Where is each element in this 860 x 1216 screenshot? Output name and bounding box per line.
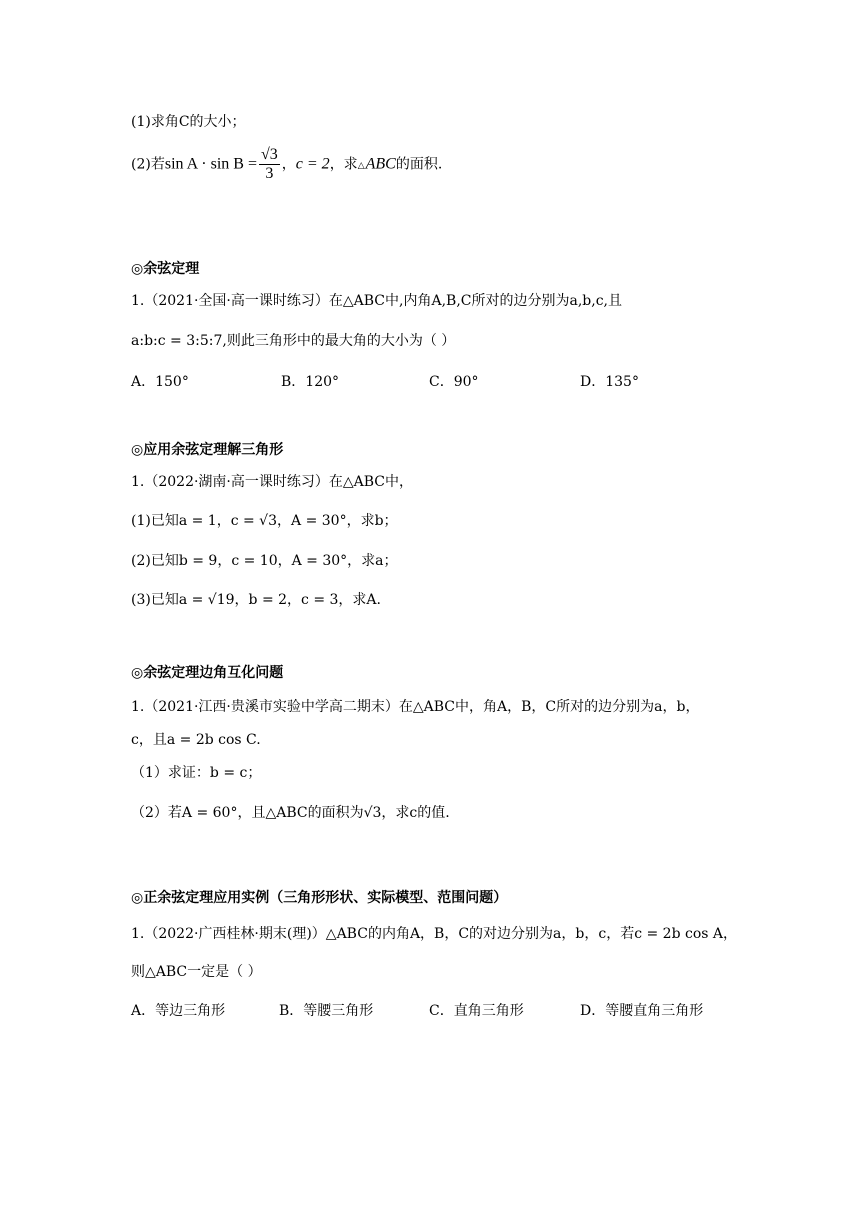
option-d: D．等腰直角三角形 (580, 1003, 704, 1019)
question-text: 1.（2022·广西桂林·期末(理)）△ABC的内角A，B，C的对边分别为a，b，c，若c = 2b cos A， (131, 926, 738, 942)
section-heading-applications: ◎正余弦定理应用实例（三角形形状、实际模型、范围问题） (131, 890, 508, 906)
section-heading-cosine-law: ◎余弦定理 (131, 261, 200, 277)
option-b: B．120° (281, 374, 340, 390)
question-text: 1.（2021·全国·高一课时练习）在△ABC中,内角A,B,C所对的边分别为a,b,c,且 (131, 293, 622, 309)
answer-options (131, 1001, 731, 1021)
question-text: a:b:c = 3:5:7,则此三角形中的最大角的大小为（ ） (131, 333, 456, 349)
sub-question-1: (1)已知a = 1，c = √3，A = 30°，求b； (131, 513, 398, 529)
prev-question-1: (1)求角C的大小； (131, 114, 246, 130)
answer-options (131, 372, 731, 392)
sub-question-2: (2)已知b = 9，c = 10，A = 30°，求a； (131, 553, 398, 569)
option-a: A．等边三角形 (131, 1003, 226, 1019)
question-text: c，且a = 2b cos C. (131, 732, 261, 748)
question-text: 则△ABC一定是（ ） (131, 964, 262, 980)
question-text: 1.（2021·江西·贵溪市实验中学高二期末）在△ABC中，角A，B，C所对的边分别为a，b， (131, 699, 700, 715)
question-text: 1.（2022·湖南·高一课时练习）在△ABC中， (131, 474, 414, 490)
option-c: C．直角三角形 (429, 1003, 524, 1019)
sub-question-2: （2）若A = 60°，且△ABC的面积为√3，求c的值. (131, 805, 450, 821)
sub-question-3: (3)已知a = √19，b = 2，c = 3，求A. (131, 592, 381, 608)
section-heading-side-angle: ◎余弦定理边角互化问题 (131, 665, 284, 681)
section-heading-solve-triangle: ◎应用余弦定理解三角形 (131, 442, 284, 458)
fraction: $\frac{√3}{3}$ (261, 146, 278, 182)
prev-question-2: (2)若sin A · sin B = $\frac{√3}{3}$ ，c = 2，求△ABC的面积. (131, 146, 443, 182)
option-a: A．150° (131, 374, 189, 390)
option-c: C．90° (429, 374, 479, 390)
sub-question-1: （1）求证：b = c； (131, 765, 262, 781)
option-b: B．等腰三角形 (279, 1003, 374, 1019)
option-d: D．135° (580, 374, 639, 390)
